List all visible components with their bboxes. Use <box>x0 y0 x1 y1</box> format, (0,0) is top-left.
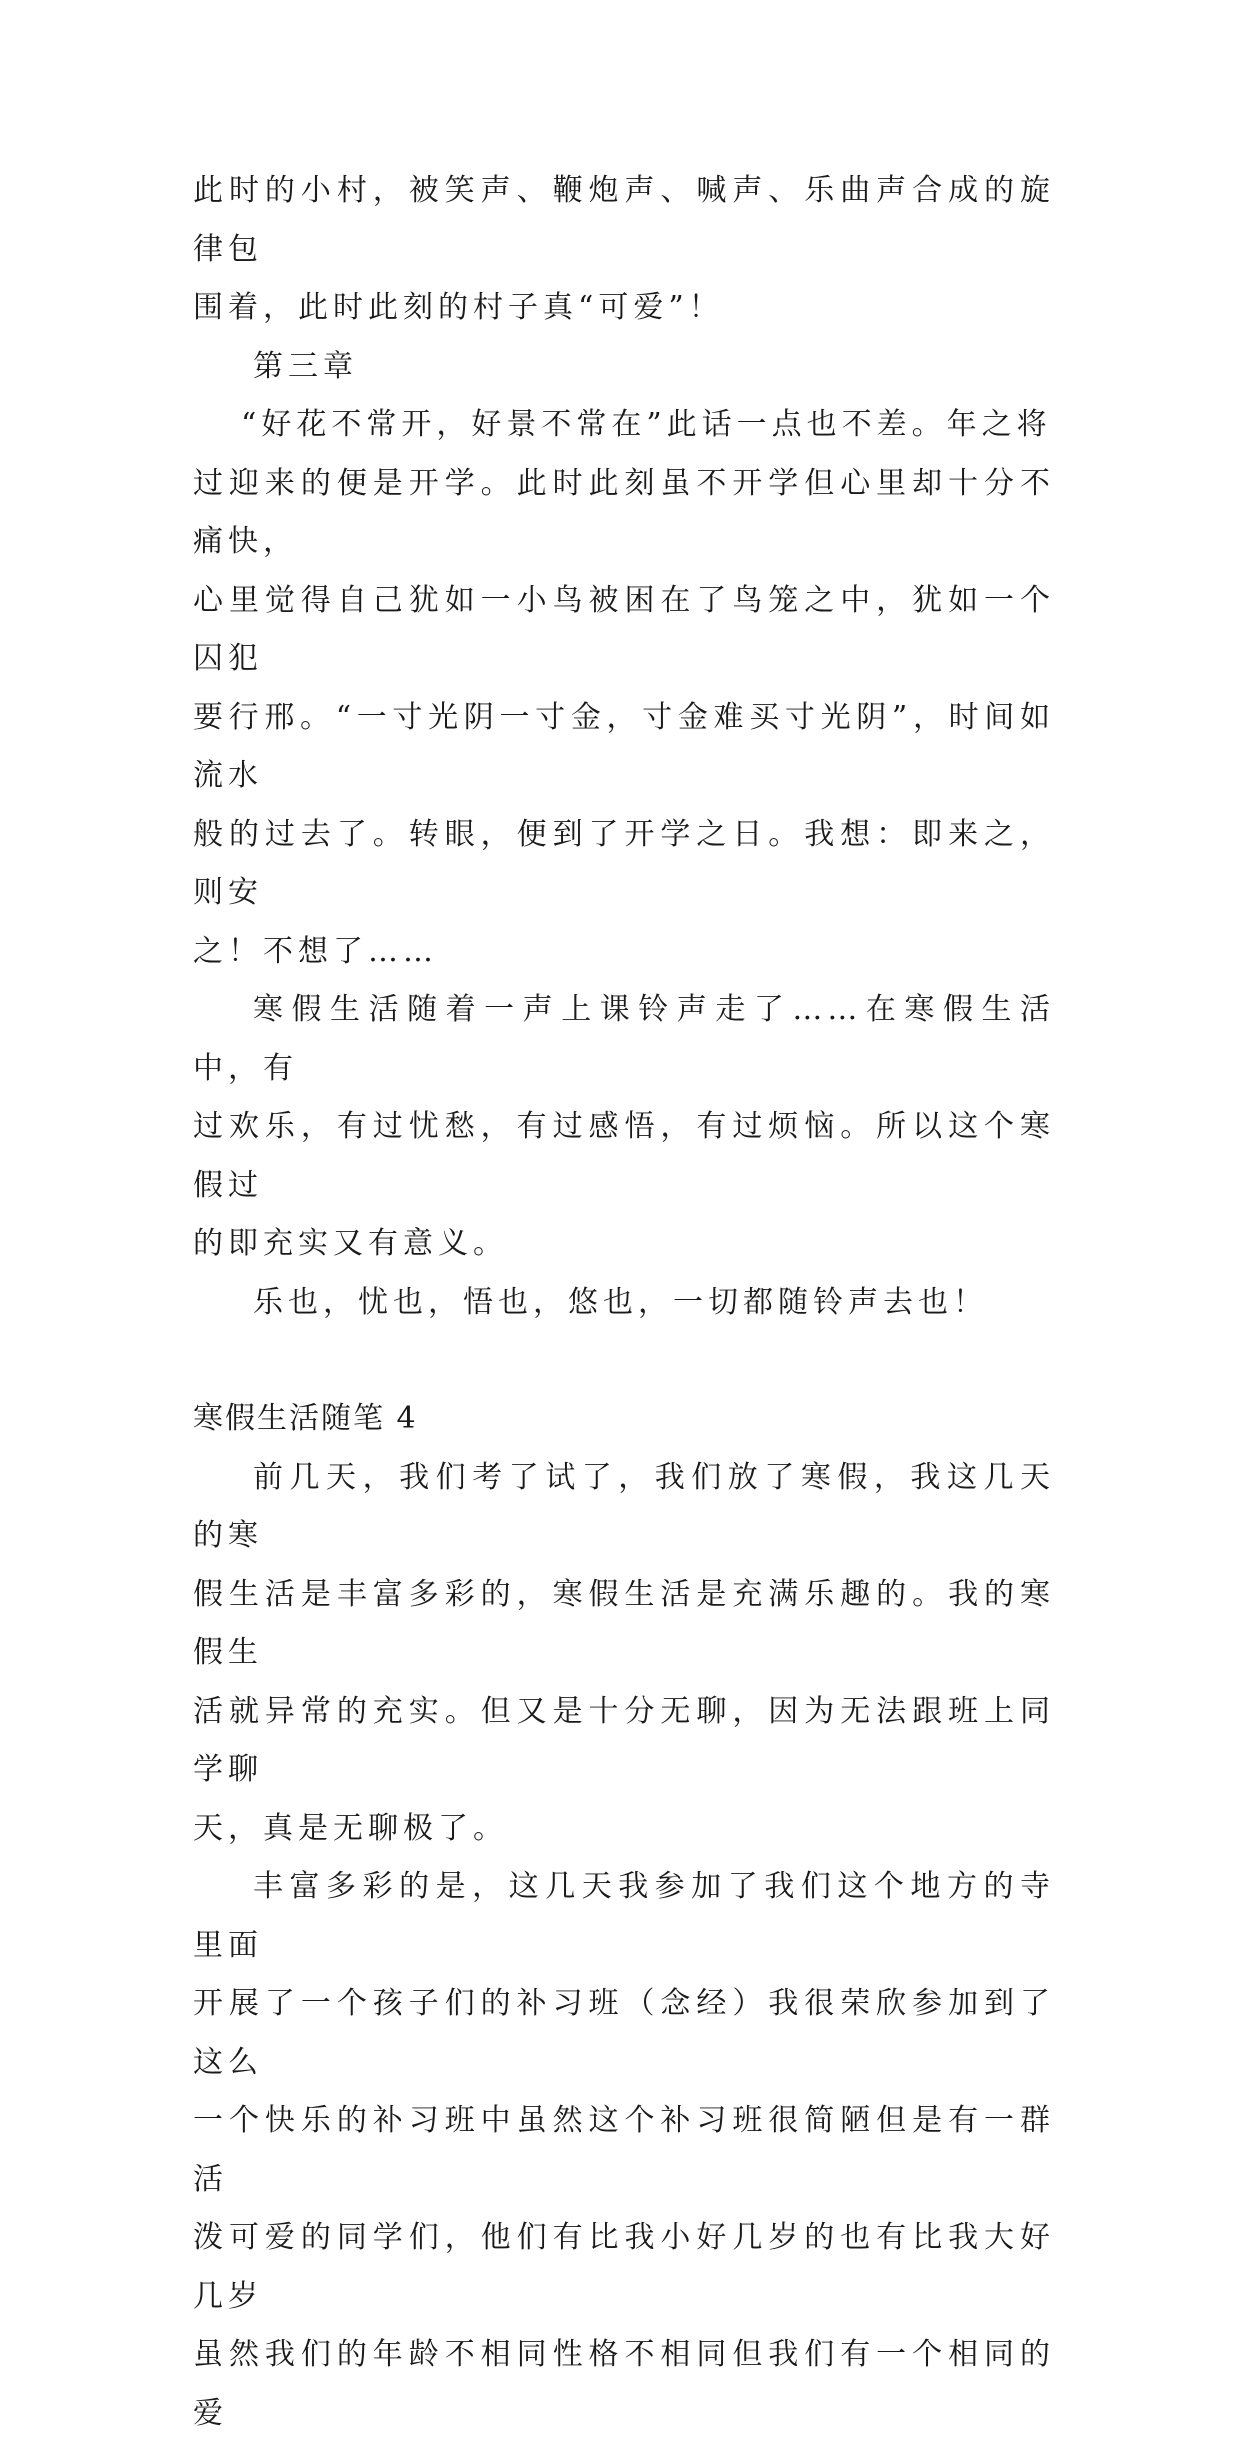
paragraph-winter-break-end: 寒假生活随着一声上课铃声走了……在寒假生活中，有 过欢乐，有过忧愁，有过感悟，有过烦恼。所以这个寒假过 的即充实又有意义。 <box>193 992 1055 1261</box>
document-body <box>193 162 1055 2443</box>
paragraph-village: 此时的小村，被笑声、鞭炮声、喊声、乐曲声合成的旋律包 围着，此时此刻的村子真“可爱”！ <box>193 173 1055 325</box>
paragraph-exam-break: 前几天，我们考了试了，我们放了寒假，我这几天的寒 假生活是丰富多彩的，寒假生活是充满乐趣的。我的寒假生 活就异常的充实。但又是十分无聊，因为无法跟班上同学聊 天，真是无聊极了。 <box>193 1459 1055 1846</box>
paragraph-study-class: 丰富多彩的是，这几天我参加了我们这个地方的寺里面 开展了一个孩子们的补习班（念经）我很荣欣参加到了这么 一个快乐的补习班中虽然这个补习班很简陋但是有一群活 泼可爱的同学们，他们有比我小好几岁的也有比我大好几岁 虽然我们的年龄不相同性格不相同但我们有一个相同的爱 <box>193 1869 1055 2431</box>
section-title: 寒假生活随笔 4 <box>193 1401 418 1436</box>
paragraph-flowers: “好花不常开，好景不常在”此话一点也不差。年之将 过迎来的便是开学。此时此刻虽不开学但心里却十分不痛快， 心里觉得自己犹如一小鸟被困在了鸟笼之中，犹如一个囚犯 要行邢。“一寸光阴一寸金，寸金难买寸光阴”，时间如流水 般的过去了。转眼，便到了开学之日。我想：即来之，则安 之！不想了…… <box>193 407 1055 969</box>
section-gap <box>193 1332 1055 1390</box>
paragraph-farewell: 乐也，忧也，悟也，悠也，一切都随铃声去也！ <box>253 1284 988 1320</box>
chapter-label: 第三章 <box>253 348 358 384</box>
